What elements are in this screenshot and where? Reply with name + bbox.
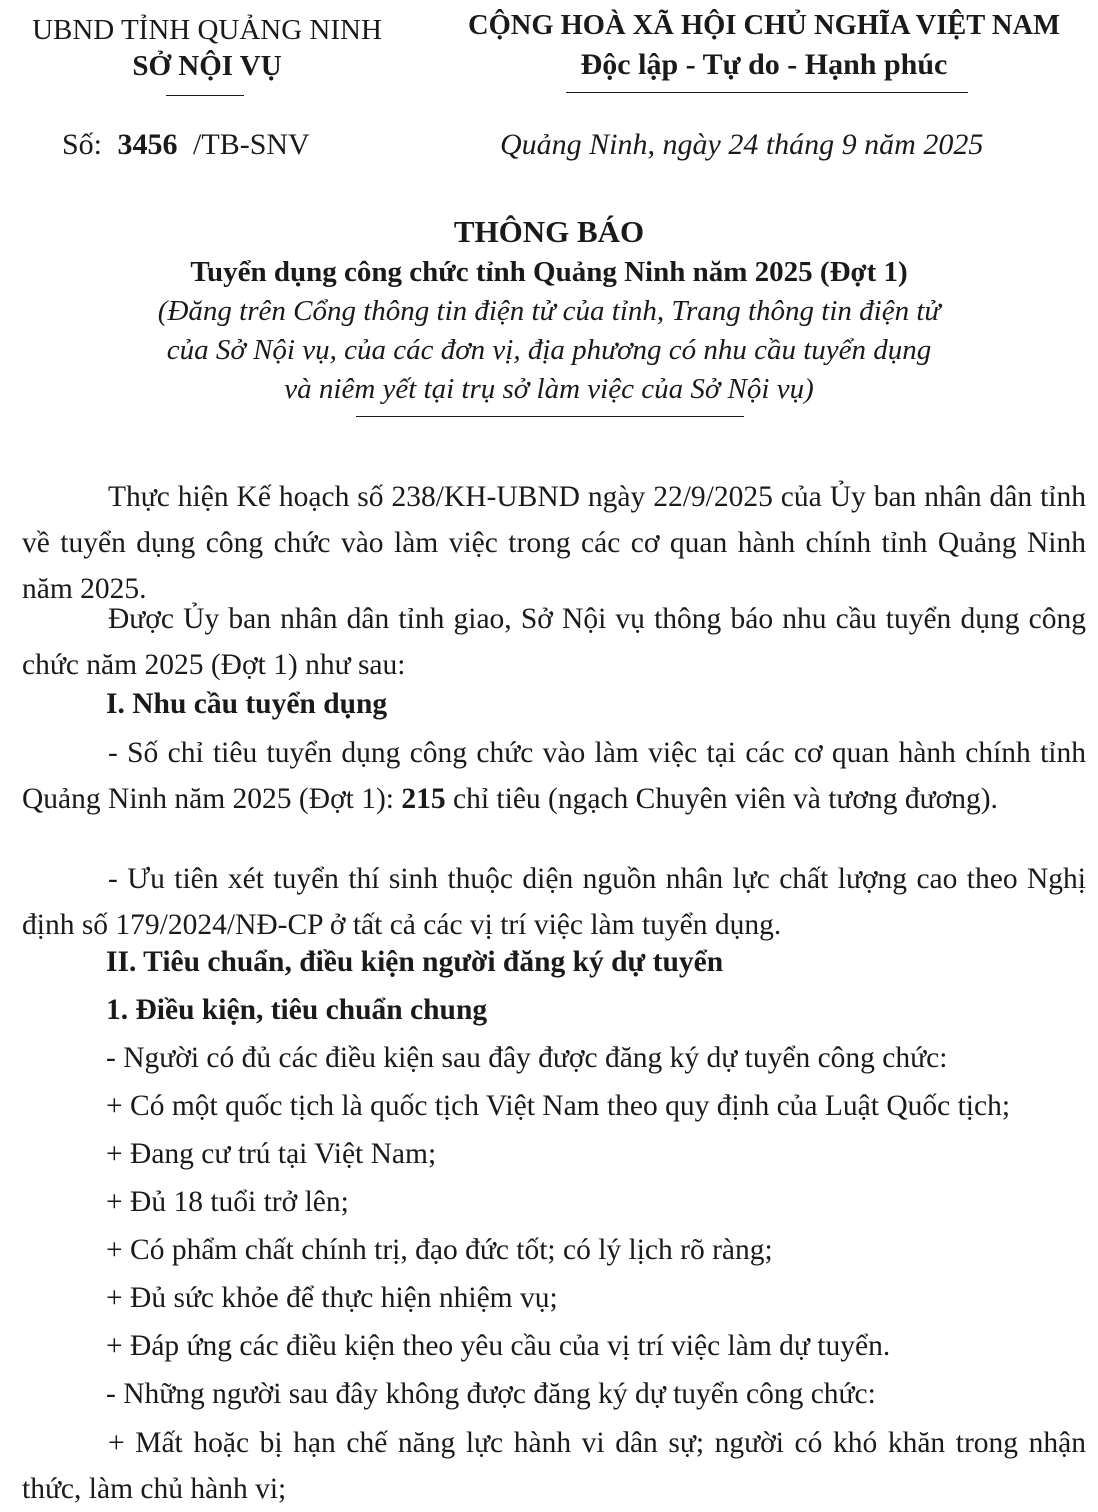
list-item: + Đủ 18 tuổi trở lên; xyxy=(106,1186,349,1218)
list-item: - Những người sau đây không được đăng ký dự tuyển công chức: xyxy=(106,1378,876,1410)
quota-text-a: - Số chỉ tiêu tuyển dụng công chức vào làm việc tại các cơ quan hành chính tỉnh Quảng Ninh năm 2025 (Đợt 1): xyxy=(22,737,1086,815)
place-date: Quảng Ninh, ngày 24 tháng 9 năm 2025 xyxy=(500,128,984,161)
title-underline xyxy=(356,416,744,417)
paragraph-plan-reference xyxy=(22,474,1086,612)
list-item: + Đáp ứng các điều kiện theo yêu cầu của vị trí việc làm dự tuyển. xyxy=(106,1330,891,1362)
paragraph-plan-reference-text: Thực hiện Kế hoạch số 238/KH-UBND ngày 22/9/2025 của Ủy ban nhân dân tỉnh về tuyển dụng công chức vào làm việc trong các cơ quan hành chính tỉnh Quảng Ninh năm 2025. xyxy=(22,481,1086,605)
quota-text-b: chỉ tiêu (ngạch Chuyên viên và tương đương). xyxy=(445,783,998,815)
motto: Độc lập - Tự do - Hạnh phúc xyxy=(580,48,948,81)
paragraph-announcement xyxy=(22,596,1086,688)
list-item: + Có phẩm chất chính trị, đạo đức tốt; có lý lịch rõ ràng; xyxy=(106,1234,773,1266)
doc-number-suffix: /TB-SNV xyxy=(193,128,310,161)
paragraph-announcement-text: Được Ủy ban nhân dân tỉnh giao, Sở Nội vụ thông báo nhu cầu tuyển dụng công chức năm 2025 (Đợt 1) như sau: xyxy=(22,603,1086,681)
list-item: - Người có đủ các điều kiện sau đây được đăng ký dự tuyển công chức: xyxy=(106,1042,948,1074)
list-item: + Có một quốc tịch là quốc tịch Việt Nam theo quy định của Luật Quốc tịch; xyxy=(106,1090,1011,1122)
doc-number-value: 3456 xyxy=(117,128,178,161)
paragraph-ineligible-1-text: + Mất hoặc bị hạn chế năng lực hành vi dân sự; người có khó khăn trong nhận thức, làm chủ hành vi; xyxy=(22,1427,1086,1505)
doc-type-title: THÔNG BÁO xyxy=(453,214,645,249)
agency-parent: UBND TỈNH QUẢNG NINH xyxy=(32,14,382,46)
doc-subject: Tuyển dụng công chức tỉnh Quảng Ninh năm 2025 (Đợt 1) xyxy=(190,256,908,288)
doc-number xyxy=(62,128,310,162)
agency-underline xyxy=(166,95,244,96)
section-heading-2: II. Tiêu chuẩn, điều kiện người đăng ký dự tuyển xyxy=(106,946,724,978)
nation-name: CỘNG HOÀ XÃ HỘI CHỦ NGHĨA VIỆT NAM xyxy=(468,10,1060,41)
section-heading-1: I. Nhu cầu tuyển dụng xyxy=(106,688,388,720)
paragraph-ineligible-1 xyxy=(22,1420,1086,1512)
doc-number-prefix: Số: xyxy=(62,128,103,161)
subsection-heading-1: 1. Điều kiện, tiêu chuẩn chung xyxy=(106,994,488,1026)
agency-name: SỞ NỘI VỤ xyxy=(132,50,282,82)
paragraph-quota xyxy=(22,730,1086,822)
doc-note-line-1: (Đăng trên Cổng thông tin điện tử của tỉnh, Trang thông tin điện tử xyxy=(157,295,941,327)
paragraph-priority xyxy=(22,856,1086,948)
doc-note-line-3: và niêm yết tại trụ sở làm việc của Sở Nội vụ) xyxy=(284,373,814,405)
doc-note-line-2: của Sở Nội vụ, của các đơn vị, địa phương có nhu cầu tuyển dụng xyxy=(166,334,932,366)
paragraph-priority-text: - Ưu tiên xét tuyển thí sinh thuộc diện nguồn nhân lực chất lượng cao theo Nghị định số 179/2024/NĐ-CP ở tất cả các vị trí việc làm tuyển dụng. xyxy=(22,863,1086,941)
list-item: + Đang cư trú tại Việt Nam; xyxy=(106,1138,437,1170)
list-item: + Đủ sức khỏe để thực hiện nhiệm vụ; xyxy=(106,1282,558,1314)
quota-number: 215 xyxy=(401,783,446,815)
motto-underline xyxy=(566,92,968,93)
